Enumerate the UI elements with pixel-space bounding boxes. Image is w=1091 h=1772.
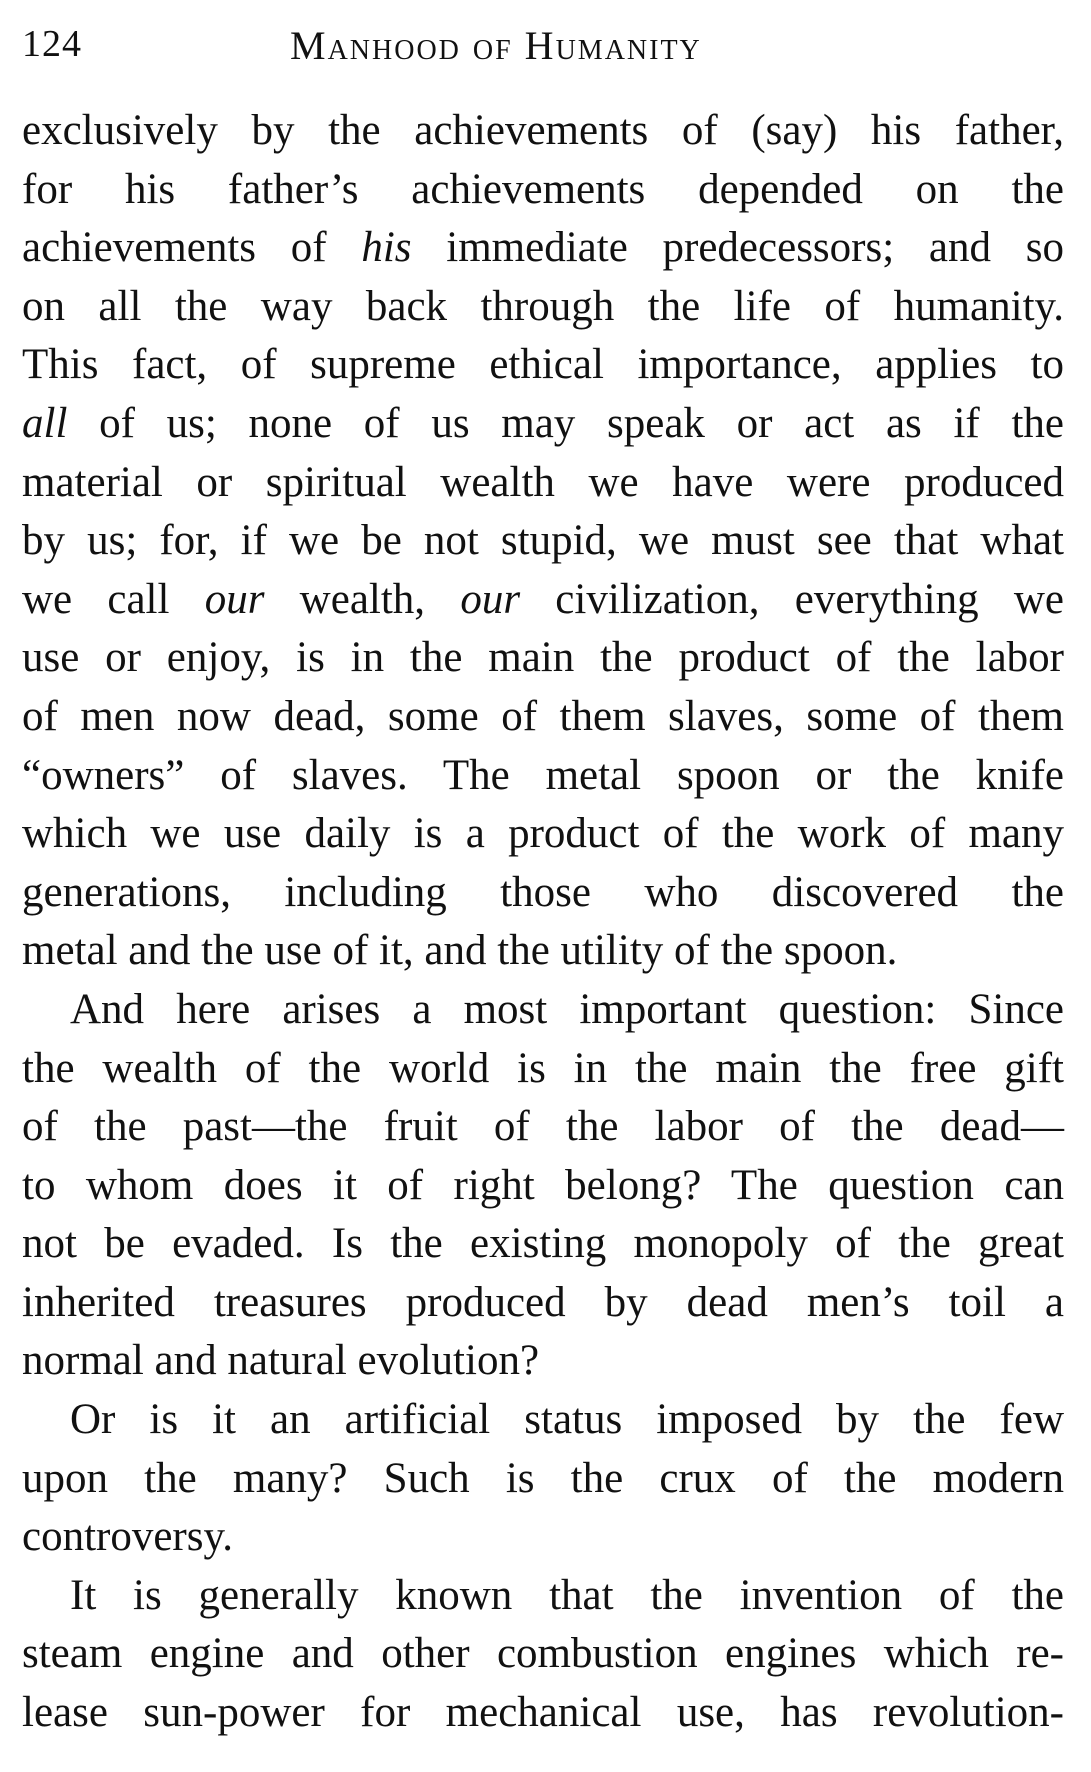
- text-line: material or spiritual wealth we have were produced: [22, 458, 1064, 506]
- text-line: generations, including those who discovered the: [22, 868, 1064, 916]
- text-line: exclusively by the achievements of (say) his father,: [22, 107, 1064, 154]
- text-line: lease sun-power for mechanical use, has revolution-: [22, 1689, 1064, 1737]
- text-line: use or enjoy, is in the main the product of the labor: [22, 634, 1064, 682]
- text-line: “owners” of slaves. The metal spoon or the knife: [22, 751, 1064, 799]
- text-line: And here arises a most important question: Since: [70, 985, 1064, 1033]
- text-line: steam engine and other combustion engines which re-: [22, 1630, 1064, 1678]
- text-line: all of us; none of us may speak or act as if the: [22, 399, 1064, 447]
- text-line: normal and natural evolution?: [22, 1337, 540, 1385]
- text-line: which we use daily is a product of the work of many: [22, 810, 1064, 858]
- text-line: It is generally known that the invention of the: [70, 1571, 1064, 1619]
- text-line: This fact, of supreme ethical importance, applies to: [22, 341, 1064, 389]
- text-line: on all the way back through the life of humanity.: [22, 282, 1064, 330]
- text-line: of men now dead, some of them slaves, some of them: [22, 692, 1064, 740]
- text-line: Or is it an artificial status imposed by the few: [70, 1396, 1064, 1444]
- page-number: 124: [22, 23, 82, 65]
- text-line: not be evaded. Is the existing monopoly of the great: [22, 1220, 1064, 1268]
- text-line: achievements of his immediate predecessors; and so: [22, 224, 1064, 272]
- text-line: by us; for, if we be not stupid, we must see that what: [22, 517, 1064, 565]
- text-line: for his father’s achievements depended on the: [22, 165, 1064, 213]
- text-line: inherited treasures produced by dead men’s toil a: [22, 1278, 1064, 1326]
- text-line: the wealth of the world is in the main the free gift: [22, 1044, 1064, 1092]
- running-head: [22, 14, 1062, 84]
- text-line: to whom does it of right belong? The question can: [22, 1161, 1064, 1209]
- text-line: metal and the use of it, and the utility of the spoon.: [22, 927, 898, 975]
- text-line: controversy.: [22, 1513, 233, 1561]
- text-line: of the past—the fruit of the labor of the dead—: [22, 1103, 1064, 1151]
- text-line: upon the many? Such is the crux of the modern: [22, 1454, 1064, 1502]
- body-text: [22, 102, 1064, 1743]
- text-line: we call our wealth, our civilization, everything we: [22, 575, 1064, 623]
- running-title: Manhood of Humanity: [290, 23, 702, 68]
